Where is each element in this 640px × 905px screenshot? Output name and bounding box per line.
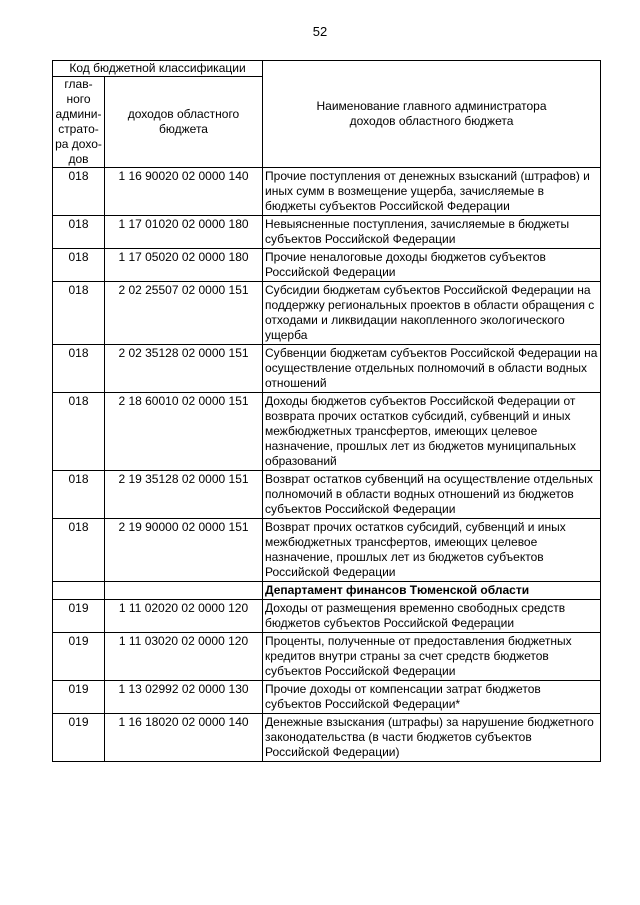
admin-column-header: глав- ного админи- страто- ра дохо- дов <box>53 77 105 168</box>
revenue-code: 1 11 03020 02 0000 120 <box>105 633 263 681</box>
name-column-header: Наименование главного администратора доходов областного бюджета <box>263 61 601 168</box>
admin-code: 018 <box>53 282 105 345</box>
admin-code: 019 <box>53 681 105 714</box>
admin-code: 018 <box>53 393 105 471</box>
admin-code: 018 <box>53 249 105 282</box>
admin-code: 018 <box>53 216 105 249</box>
administrator-name: Субсидии бюджетам субъектов Российской Федерации на поддержку региональных проектов в области обращения с отходами и ликвидации накопленного экологического ущерба <box>263 282 601 345</box>
table-row <box>53 681 601 714</box>
admin-code: 019 <box>53 633 105 681</box>
table-row <box>53 714 601 762</box>
section-title: Департамент финансов Тюменской области <box>263 582 601 600</box>
table-row <box>53 249 601 282</box>
administrator-name: Проценты, полученные от предоставления бюджетных кредитов внутри страны за счет средств бюджетов субъектов Российской Федерации <box>263 633 601 681</box>
budget-classification-table <box>52 60 601 762</box>
revenue-code: 2 02 35128 02 0000 151 <box>105 345 263 393</box>
revenue-code: 2 02 25507 02 0000 151 <box>105 282 263 345</box>
table-row <box>53 168 601 216</box>
admin-code: 018 <box>53 471 105 519</box>
administrator-name: Возврат остатков субвенций на осуществление отдельных полномочий в области водных отношений из бюджетов субъектов Российской Федерации <box>263 471 601 519</box>
admin-code: 018 <box>53 345 105 393</box>
admin-code: 019 <box>53 600 105 633</box>
table-row <box>53 282 601 345</box>
administrator-name: Доходы бюджетов субъектов Российской Федерации от возврата прочих остатков субсидий, субвенций и иных межбюджетных трансфертов, имеющих целевое назначение, прошлых лет из бюджетов муниципальных образований <box>263 393 601 471</box>
revenue-code: 1 16 90020 02 0000 140 <box>105 168 263 216</box>
table-row <box>53 600 601 633</box>
revenue-code: 2 19 90000 02 0000 151 <box>105 519 263 582</box>
revenue-code: 1 13 02992 02 0000 130 <box>105 681 263 714</box>
administrator-name: Прочие поступления от денежных взысканий (штрафов) и иных сумм в возмещение ущерба, зачисляемые в бюджеты субъектов Российской Федерации <box>263 168 601 216</box>
revenue-code: 1 17 05020 02 0000 180 <box>105 249 263 282</box>
page-number: 52 <box>312 24 328 39</box>
admin-code: 018 <box>53 519 105 582</box>
administrator-name: Прочие неналоговые доходы бюджетов субъектов Российской Федерации <box>263 249 601 282</box>
section-row <box>53 582 601 600</box>
table-row <box>53 519 601 582</box>
revenue-code: 1 17 01020 02 0000 180 <box>105 216 263 249</box>
administrator-name: Денежные взыскания (штрафы) за нарушение бюджетного законодательства (в части бюджетов субъектов Российской Федерации) <box>263 714 601 762</box>
administrator-name: Возврат прочих остатков субсидий, субвенций и иных межбюджетных трансфертов, имеющих целевое назначение, прошлых лет из бюджетов субъектов Российской Федерации <box>263 519 601 582</box>
table-row <box>53 216 601 249</box>
administrator-name: Прочие доходы от компенсации затрат бюджетов субъектов Российской Федерации* <box>263 681 601 714</box>
administrator-name: Доходы от размещения временно свободных средств бюджетов субъектов Российской Федерации <box>263 600 601 633</box>
admin-code: 019 <box>53 714 105 762</box>
table-row <box>53 393 601 471</box>
admin-code: 018 <box>53 168 105 216</box>
table-row <box>53 471 601 519</box>
kbk-group-header: Код бюджетной классификации <box>53 61 263 77</box>
revenue-code: 1 16 18020 02 0000 140 <box>105 714 263 762</box>
revenue-code: 1 11 02020 02 0000 120 <box>105 600 263 633</box>
administrator-name: Невыясненные поступления, зачисляемые в бюджеты субъектов Российской Федерации <box>263 216 601 249</box>
table-row <box>53 633 601 681</box>
administrator-name: Субвенции бюджетам субъектов Российской Федерации на осуществление отдельных полномочий в области водных отношений <box>263 345 601 393</box>
table-row <box>53 345 601 393</box>
revenue-code: 2 18 60010 02 0000 151 <box>105 393 263 471</box>
revenue-column-header: доходов областного бюджета <box>105 77 263 168</box>
revenue-code: 2 19 35128 02 0000 151 <box>105 471 263 519</box>
